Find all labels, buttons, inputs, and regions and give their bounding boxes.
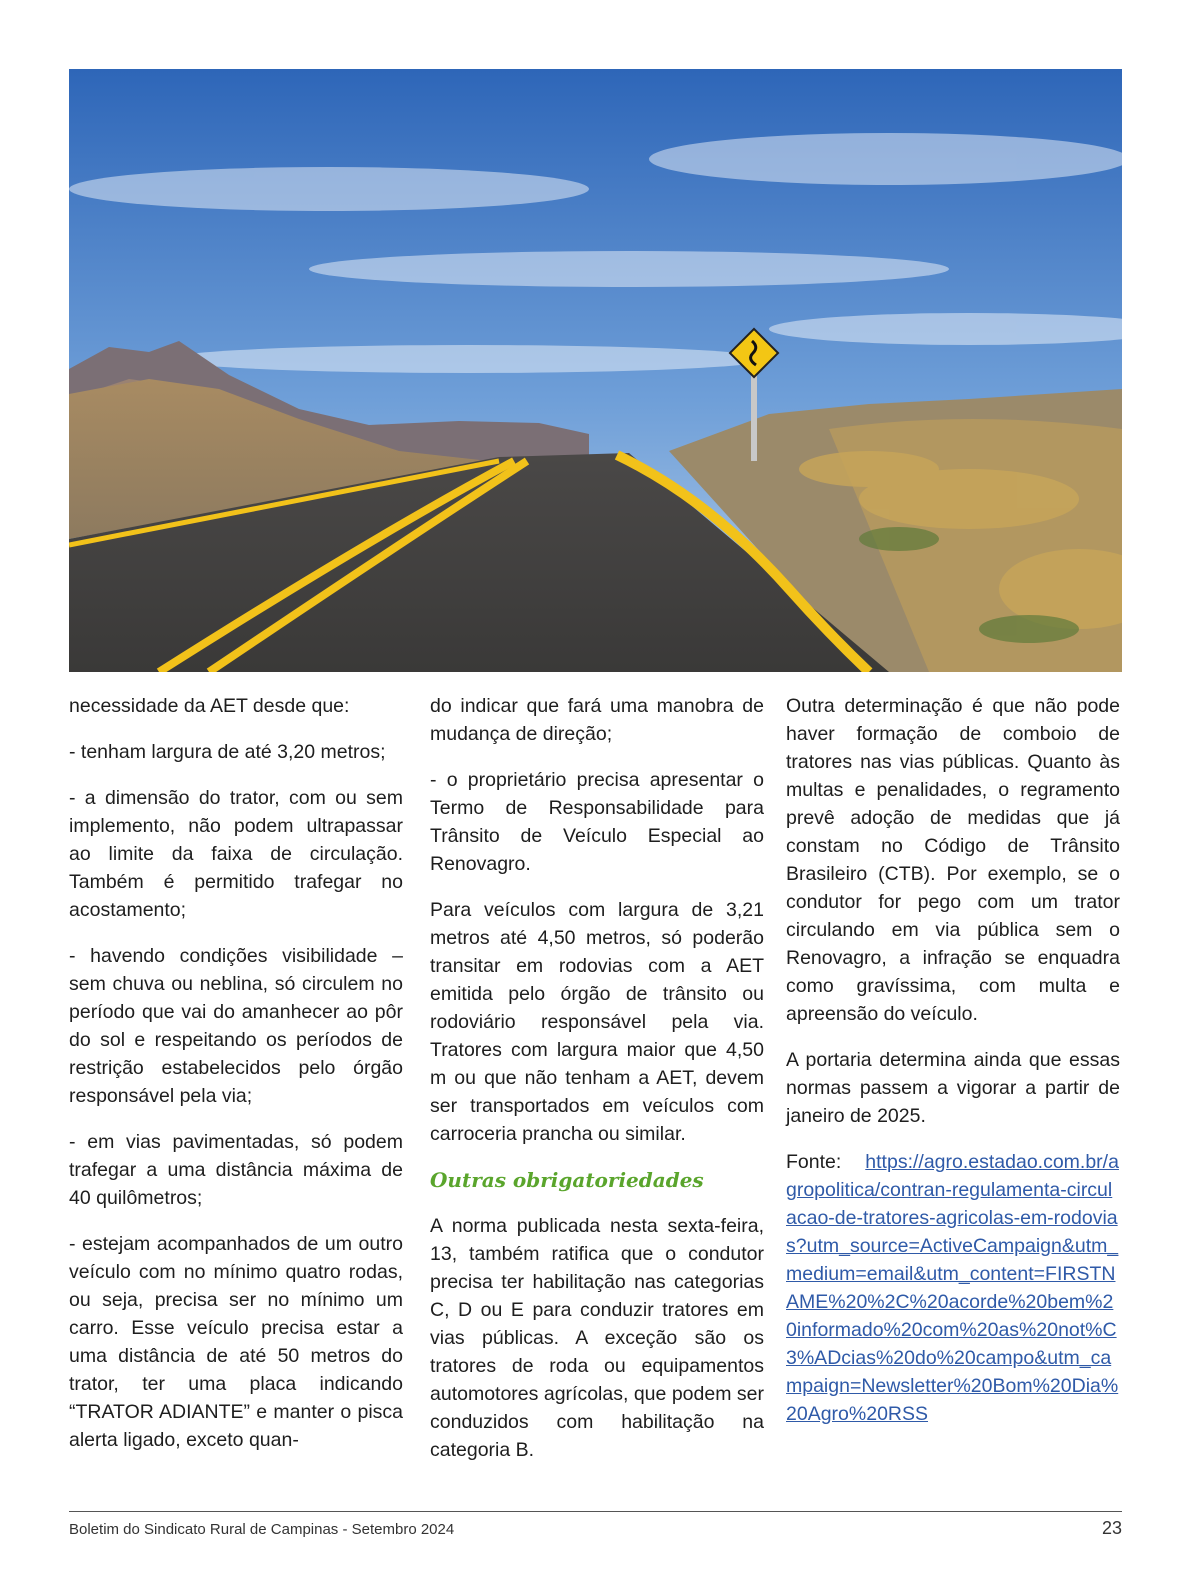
paragraph: Outra determinação é que não pode haver formação de comboio de tratores nas vias públicas. Quanto às multas e penalidades, o regramento prevê adoção de medidas que já constam no Código de Trânsito Brasileiro (CTB). Por exemplo, se o condutor for pego com um trator circulando em via pública sem o Renovagro, a infração se enquadra como gravíssima, com multa e apreensão do veículo. (786, 695, 1120, 1025)
section-heading: Outras obrigatoriedades (430, 1168, 704, 1192)
text-column-1 (69, 692, 403, 1472)
road-landscape-image (69, 69, 1122, 672)
paragraph: - tenham largura de até 3,20 metros; (69, 741, 386, 763)
paragraph: Para veículos com largura de 3,21 metros até 4,50 metros, só poderão transitar em rodovias com a AET emitida pelo órgão de trânsito ou rodoviário responsável pela via. Tratores com largura maior que 4,50 m ou que não tenham a AET, devem ser transportados em veículos com carroceria prancha ou similar. (430, 899, 764, 1145)
paragraph: A portaria determina ainda que essas normas passem a vigorar a partir de janeiro de 2025. (786, 1049, 1120, 1127)
source-link[interactable]: https://agro.estadao.com.br/agropolitica/contran-regulamenta-circulacao-de-tratores-agricolas-em-rodovias?utm_source=ActiveCampaign&utm_medium=email&utm_content=FIRSTNAME%20%2C%20acorde%20bem%20informado%20com%20as%20not%C3%ADcias%20do%20campo&utm_campaign=Newsletter%20Bom%20Dia%20Agro%20RSS (786, 1151, 1119, 1425)
text-column-3 (786, 692, 1120, 1446)
paragraph: - estejam acompanhados de um outro veículo com no mínimo quatro rodas, ou seja, precisa ser no mínimo um carro. Esse veículo precisa estar a uma distância de até 50 metros do trator, ter uma placa indicando “TRATOR ADIANTE” e manter o pisca alerta ligado, exceto quan- (69, 1233, 403, 1451)
paragraph: - o proprietário precisa apresentar o Termo de Responsabilidade para Trânsito de Veículo Especial ao Renovagro. (430, 769, 764, 875)
paragraph: - em vias pavimentadas, só podem trafegar a uma distância máxima de 40 quilômetros; (69, 1131, 403, 1209)
paragraph: A norma publicada nesta sexta-feira, 13, também ratifica que o condutor precisa ter habilitação nas categorias C, D ou E para conduzir tratores em vias públicas. A exceção são os tratores de roda ou equipamentos automotores agrícolas, que podem ser conduzidos com habilitação na categoria B. (430, 1215, 764, 1461)
paragraph: necessidade da AET desde que: (69, 695, 350, 717)
paragraph: - havendo condições visibilidade – sem chuva ou neblina, só circulem no período que vai do amanhecer ao pôr do sol e respeitando os períodos de restrição estabelecidos pelo órgão responsável pela via; (69, 945, 403, 1107)
footer-publication: Boletim do Sindicato Rural de Campinas - Setembro 2024 (69, 1521, 455, 1538)
paragraph: - a dimensão do trator, com ou sem implemento, não podem ultrapassar ao limite da faixa de circulação. Também é permitido trafegar no acostamento; (69, 787, 403, 921)
text-column-2 (430, 692, 764, 1482)
hero-photo (69, 69, 1122, 672)
footer-divider (69, 1511, 1122, 1512)
source-label: Fonte: (786, 1151, 842, 1173)
page-number: 23 (1101, 1518, 1122, 1538)
source-citation (786, 1148, 1120, 1428)
paragraph: do indicar que fará uma manobra de mudança de direção; (430, 695, 764, 745)
